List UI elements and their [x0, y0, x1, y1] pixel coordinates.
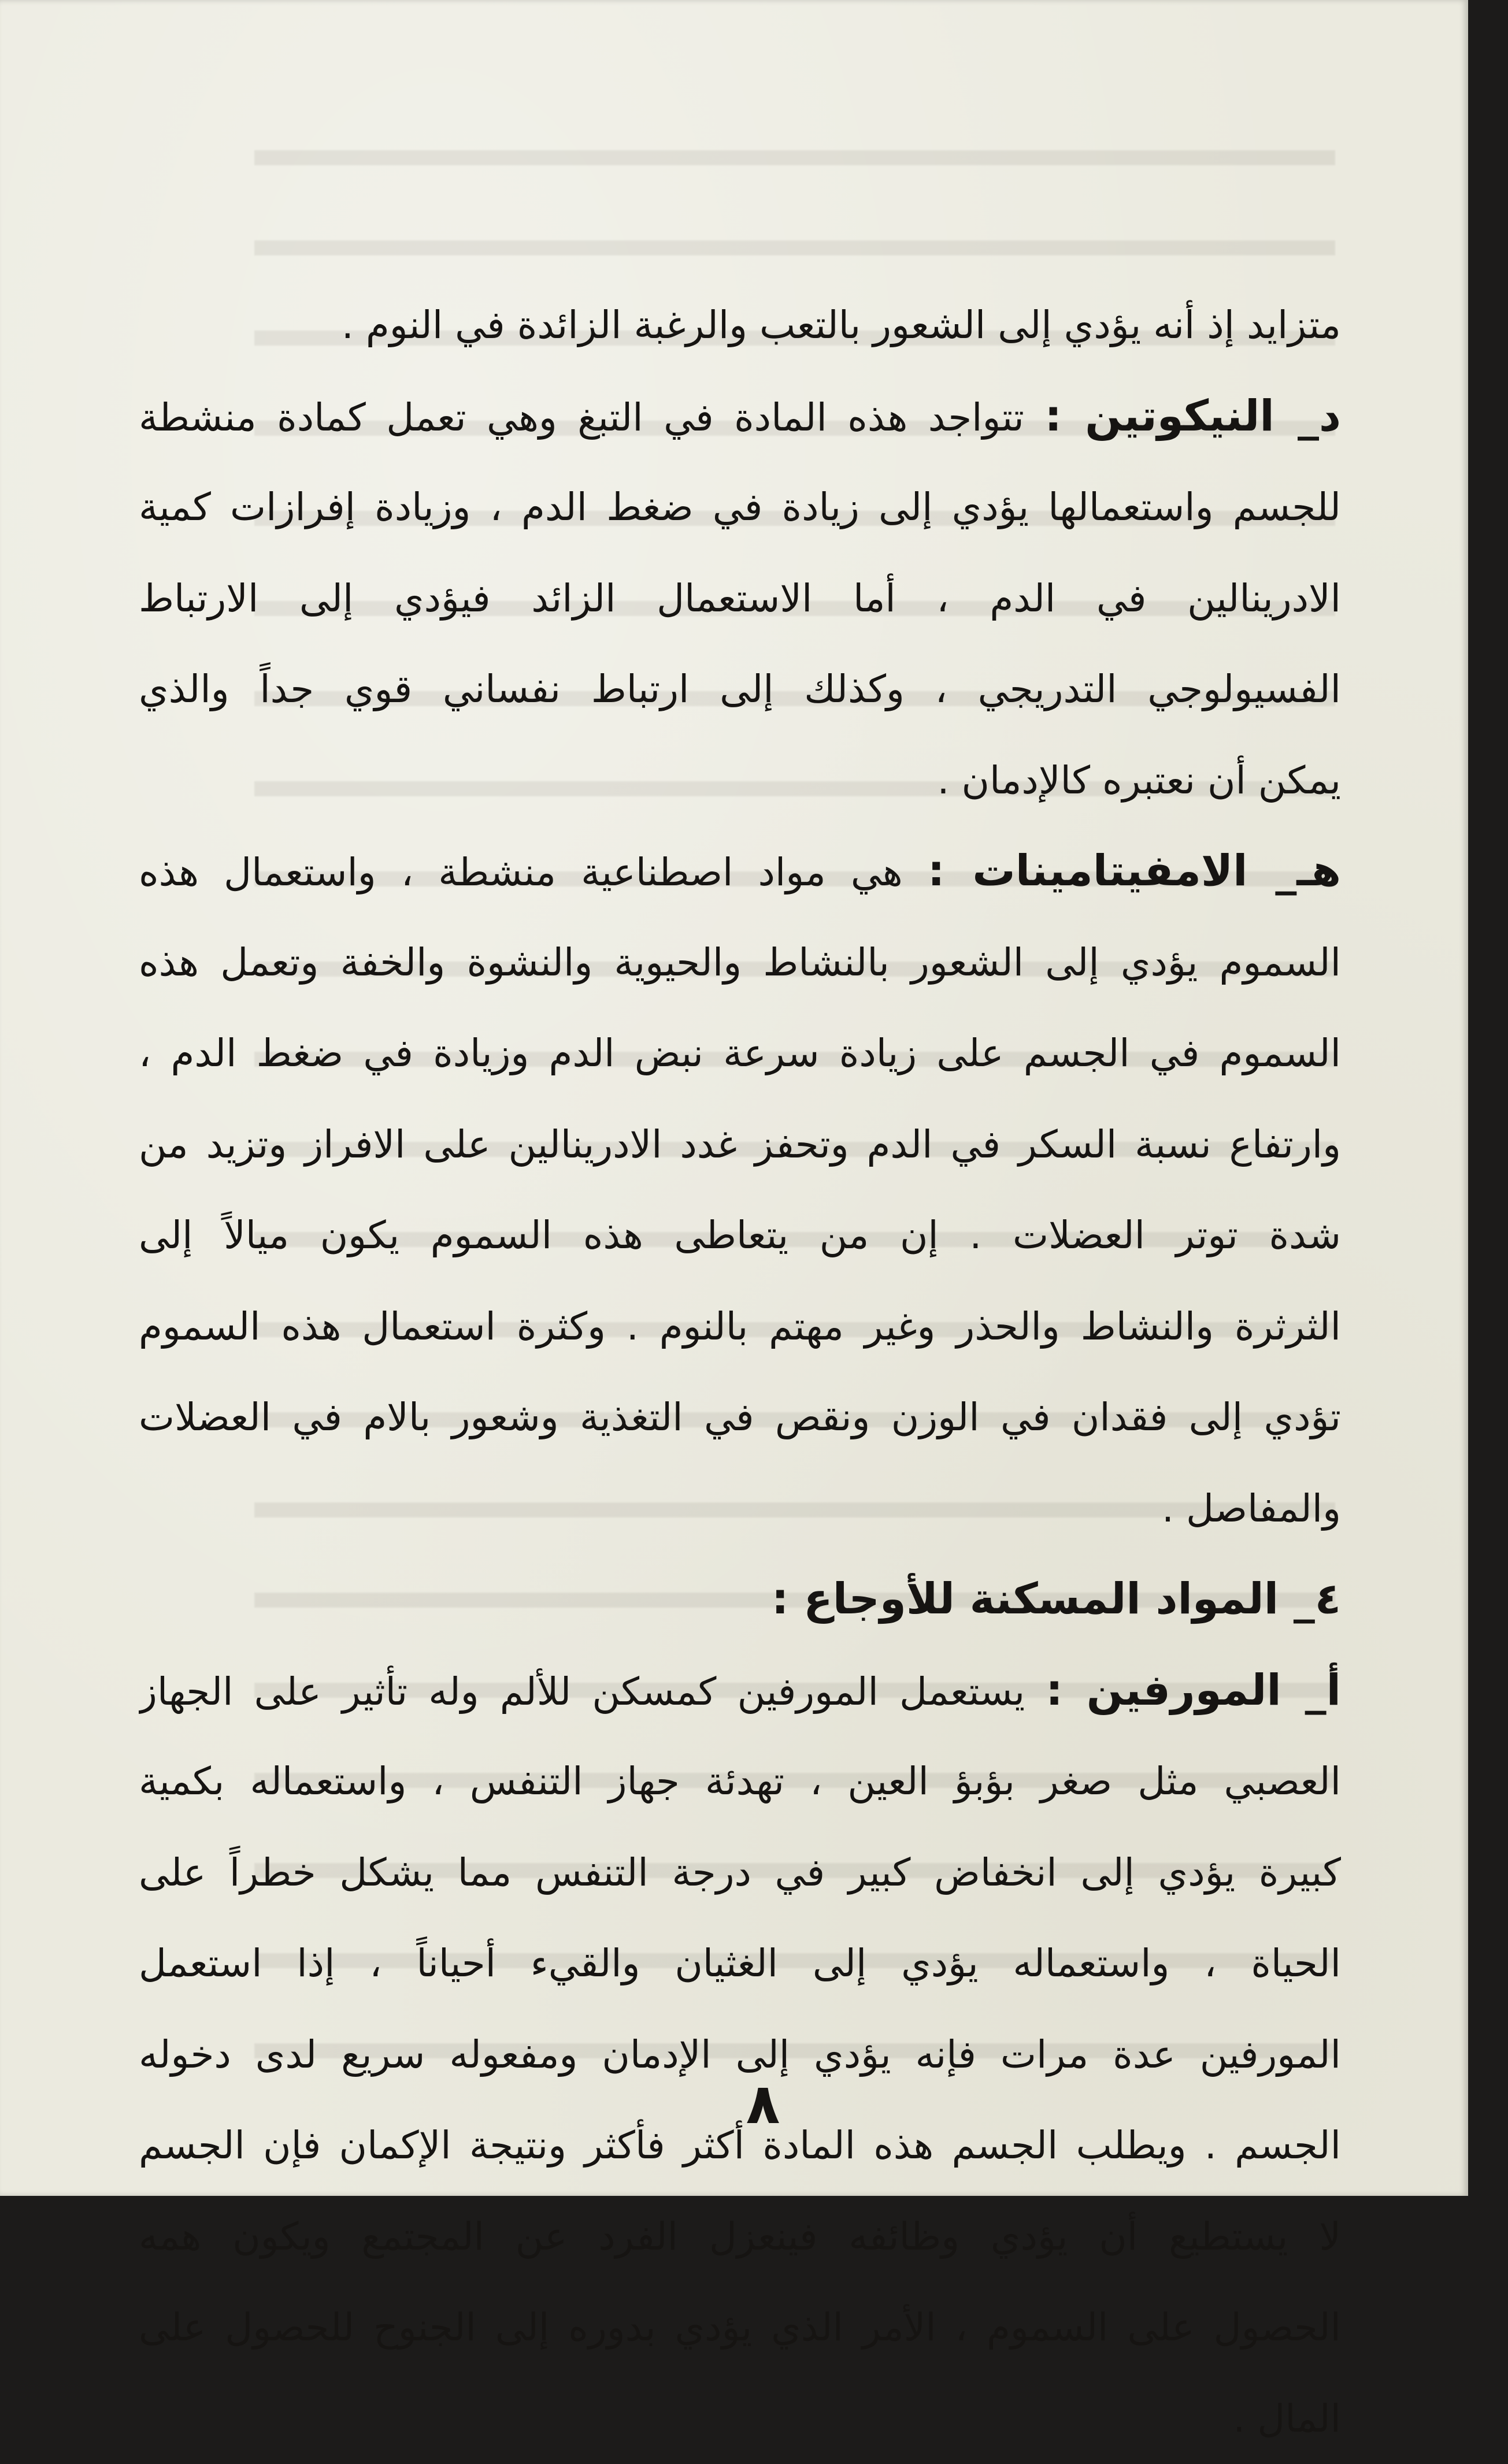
- term-amphetamines: هـ_ الامفيتامينات :: [928, 846, 1341, 896]
- text-line: المال .: [139, 2373, 1341, 2464]
- text-line: السموم يؤدي إلى الشعور بالنشاط والحيوية والنشوة والخفة وتعمل هذه: [139, 917, 1341, 1008]
- text-line: الثرثرة والنشاط والحذر وغير مهتم بالنوم . وكثرة استعمال هذه السموم: [139, 1281, 1341, 1372]
- heading-painkillers: ٤_ المواد المسكنة للأوجاع :: [772, 1574, 1341, 1624]
- text-line: وارتفاع نسبة السكر في الدم وتحفز غدد الادرينالين على الافراز وتزيد من: [139, 1099, 1341, 1190]
- text-line: الادرينالين في الدم ، أما الاستعمال الزائد فيؤدي إلى الارتباط: [139, 553, 1341, 644]
- text-line: الجسم . ويطلب الجسم هذه المادة أكثر فأكثر ونتيجة الإكمان فإن الجسم: [139, 2100, 1341, 2191]
- text-line: تؤدي إلى فقدان في الوزن ونقص في التغذية وشعور بالام في العضلات: [139, 1372, 1341, 1463]
- page-number: ٨: [734, 2072, 792, 2136]
- text-line: متزايد إذ أنه يؤدي إلى الشعور بالتعب والرغبة الزائدة في النوم .: [139, 280, 1341, 371]
- text-line: أ_ المورفين : يستعمل المورفين كمسكن للألم وله تأثير على الجهاز: [139, 1645, 1341, 1736]
- text-line: يمكن أن نعتبره كالإدمان .: [139, 735, 1341, 826]
- text-line: الحصول على السموم ، الأمر الذي يؤدي بدوره إلى الجنوح للحصول على: [139, 2282, 1341, 2373]
- text-line: لا يستطيع أن يؤدي وظائفه فينعزل الفرد عن المجتمع ويكون همه: [139, 2191, 1341, 2283]
- text-line: السموم في الجسم على زيادة سرعة نبض الدم وزيادة في ضغط الدم ،: [139, 1008, 1341, 1099]
- text-line: للجسم واستعمالها يؤدي إلى زيادة في ضغط الدم ، وزيادة إفرازات كمية: [139, 462, 1341, 553]
- section-heading: [139, 1554, 1341, 1645]
- term-nicotine: د_ النيكوتين :: [1044, 391, 1341, 441]
- body-text: [139, 280, 1341, 2464]
- text-line: المورفين عدة مرات فإنه يؤدي إلى الإدمان ومفعوله سريع لدى دخوله: [139, 2009, 1341, 2101]
- text-line: هـ_ الامفيتامينات : هي مواد اصطناعية منشطة ، واستعمال هذه: [139, 826, 1341, 917]
- text-line: والمفاصل .: [139, 1463, 1341, 1554]
- text-line: شدة توتر العضلات . إن من يتعاطى هذه السموم يكون ميالاً إلى: [139, 1190, 1341, 1281]
- text-line: الفسيولوجي التدريجي ، وكذلك إلى ارتباط نفساني قوي جداً والذي: [139, 644, 1341, 735]
- text-line: العصبي مثل صغر بؤبؤ العين ، تهدئة جهاز التنفس ، واستعماله بكمية: [139, 1736, 1341, 1827]
- text-line: كبيرة يؤدي إلى انخفاض كبير في درجة التنفس مما يشكل خطراً على: [139, 1827, 1341, 1918]
- term-morphine: أ_ المورفين :: [1046, 1665, 1341, 1715]
- text-line: د_ النيكوتين : تتواجد هذه المادة في التبغ وهي تعمل كمادة منشطة: [139, 371, 1341, 462]
- text-line: الحياة ، واستعماله يؤدي إلى الغثيان والقيء أحياناً ، إذا استعمل: [139, 1918, 1341, 2009]
